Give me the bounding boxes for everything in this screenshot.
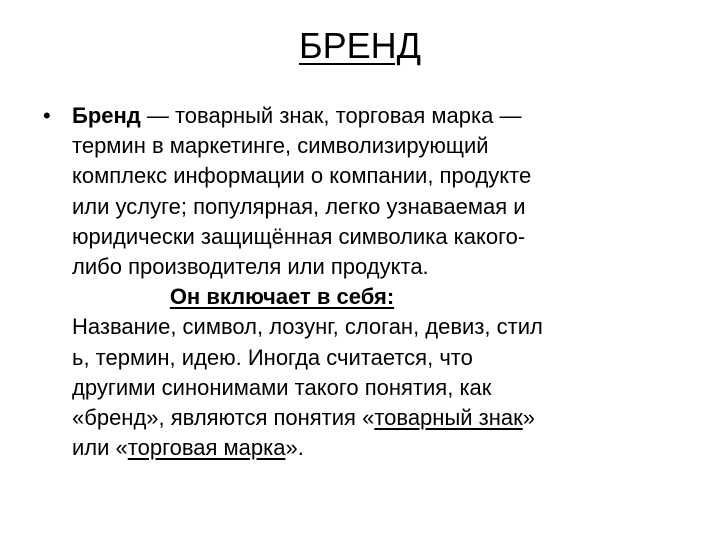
body-line-3: комплекс информации о компании, продукте (72, 163, 532, 189)
body-line-11 (72, 403, 692, 433)
body-line-9: ь, термин, идею. Иногда считается, что (72, 344, 473, 370)
body-line-10: другими синонимами такого понятия, как (72, 374, 492, 400)
body-line-4: или услуге; популярная, легко узнаваемая и (72, 193, 526, 219)
bullet-marker: • (43, 103, 51, 128)
body-line-2: термин в маркетинге, символизирующий (72, 133, 489, 159)
term-brand: Бренд (72, 103, 141, 128)
slide-title: БРЕНД (298, 25, 422, 66)
definition-start: — товарный знак, торговая марка — (140, 103, 522, 128)
line-12-start: или « (72, 435, 128, 461)
body-line-12 (72, 433, 692, 463)
link-brand-name[interactable]: торговая марка (127, 435, 286, 461)
body-line-6: либо производителя или продукта. (72, 253, 429, 279)
line-12-end: ». (285, 435, 304, 461)
line-11-start: «бренд», являются понятия « (72, 404, 375, 430)
body-line-1 (72, 101, 692, 131)
slide-body (72, 101, 692, 463)
line-11-end: » (522, 404, 535, 430)
link-trademark[interactable]: товарный знак (374, 404, 523, 430)
subheading: Он включает в себя: (169, 284, 395, 310)
body-line-8: Название, символ, лозунг, слоган, девиз, стил (72, 314, 543, 340)
body-line-5: юридически защищённая символика какого- (72, 223, 526, 249)
subheading-line (72, 282, 492, 312)
